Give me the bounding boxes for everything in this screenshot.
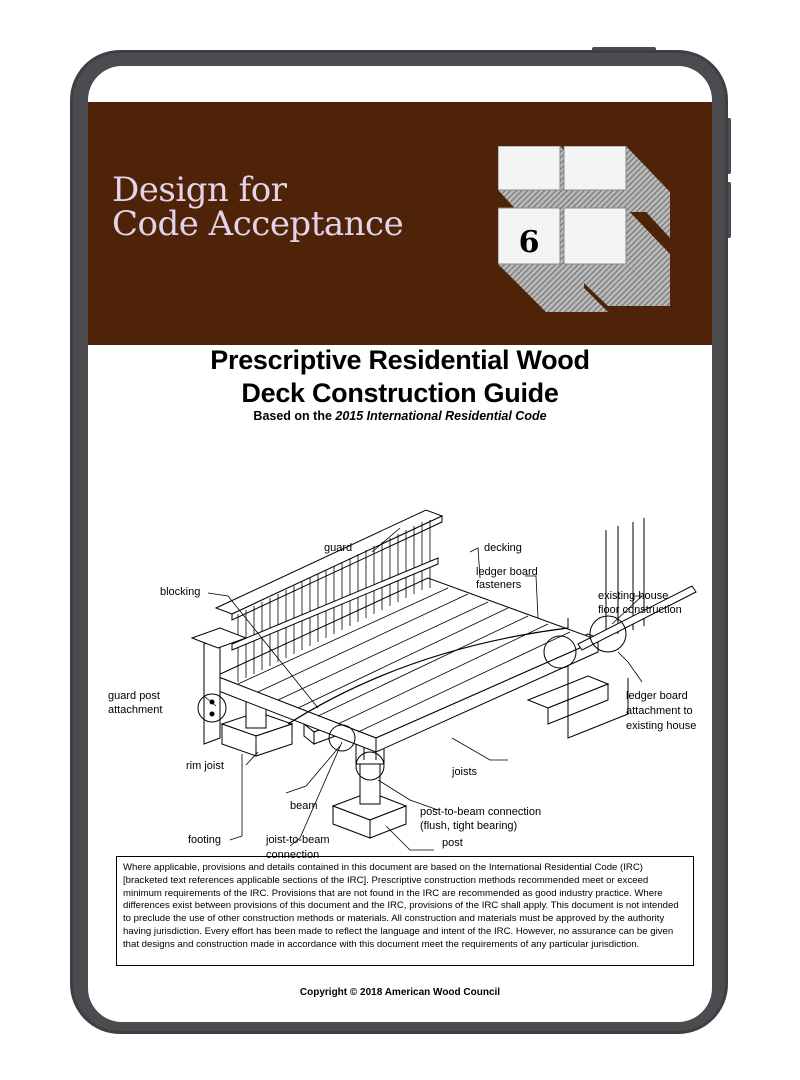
label-blocking: blocking bbox=[160, 586, 201, 598]
subtitle-code-name: 2015 International Residential Code bbox=[335, 409, 547, 423]
label-rim-joist: rim joist bbox=[186, 760, 224, 772]
label-ledger-attach-3: existing house bbox=[626, 720, 697, 732]
series-title-line2: Code Acceptance bbox=[112, 204, 404, 244]
label-joists: joists bbox=[452, 766, 478, 778]
label-post-beam-2: (flush, tight bearing) bbox=[420, 820, 518, 832]
subtitle-prefix: Based on the bbox=[253, 409, 336, 423]
label-ledger-attach-2: attachment to bbox=[626, 705, 693, 717]
title-line1: Prescriptive Residential Wood bbox=[210, 345, 590, 375]
series-title bbox=[112, 170, 404, 244]
label-post: post bbox=[442, 837, 463, 849]
label-guard-post-2: attachment bbox=[108, 704, 163, 716]
label-joist-beam-1: joist-to-beam bbox=[266, 834, 330, 846]
document-page bbox=[88, 66, 712, 1022]
title-line2: Deck Construction Guide bbox=[241, 378, 559, 408]
series-title-line1: Design for bbox=[112, 170, 287, 210]
subtitle bbox=[88, 409, 712, 423]
disclaimer-box: Where applicable, provisions and details contained in this document are based on the International Residential Code (IRC) [bracketed text references applicable sections of the IRC]. Prescriptive construction methods recommended meet or exceed minimum requirements of the IRC. Provisions that are not found in the IRC are recommended as good industry practice. Where differences exist between provisions of this document and the IRC, provisions of the IRC shall apply. This document is not intended to preclude the use of other construction methods or materials. All construction and materials must be approved by the authority having jurisdiction. Every effort has been made to reflect the language and intent of the IRC. However, no assurance can be given that designs and construction made in accordance with this document meet the requirements of any particular jurisdiction. bbox=[116, 856, 694, 966]
label-guard-post-1: guard post bbox=[108, 690, 160, 702]
label-ledger-attach-1: ledger board bbox=[626, 690, 688, 702]
label-decking: decking bbox=[484, 542, 522, 554]
label-ledger-fasteners-1: ledger board bbox=[476, 566, 538, 578]
awc-logo-blocks bbox=[498, 146, 670, 312]
label-existing-house-2: floor construction bbox=[598, 604, 682, 616]
label-post-beam-1: post-to-beam connection bbox=[420, 806, 542, 818]
deck-construction-diagram bbox=[108, 438, 708, 908]
label-joist-beam-2: connection bbox=[266, 849, 320, 861]
copyright: Copyright © 2018 American Wood Council bbox=[299, 987, 501, 998]
label-footing: footing bbox=[188, 834, 222, 846]
series-number: 6 bbox=[518, 225, 540, 260]
label-ledger-fasteners-2: fasteners bbox=[476, 579, 522, 591]
label-existing-house-1: existing house bbox=[598, 590, 669, 602]
label-guard: guard bbox=[324, 542, 353, 554]
label-beam: beam bbox=[290, 800, 318, 812]
